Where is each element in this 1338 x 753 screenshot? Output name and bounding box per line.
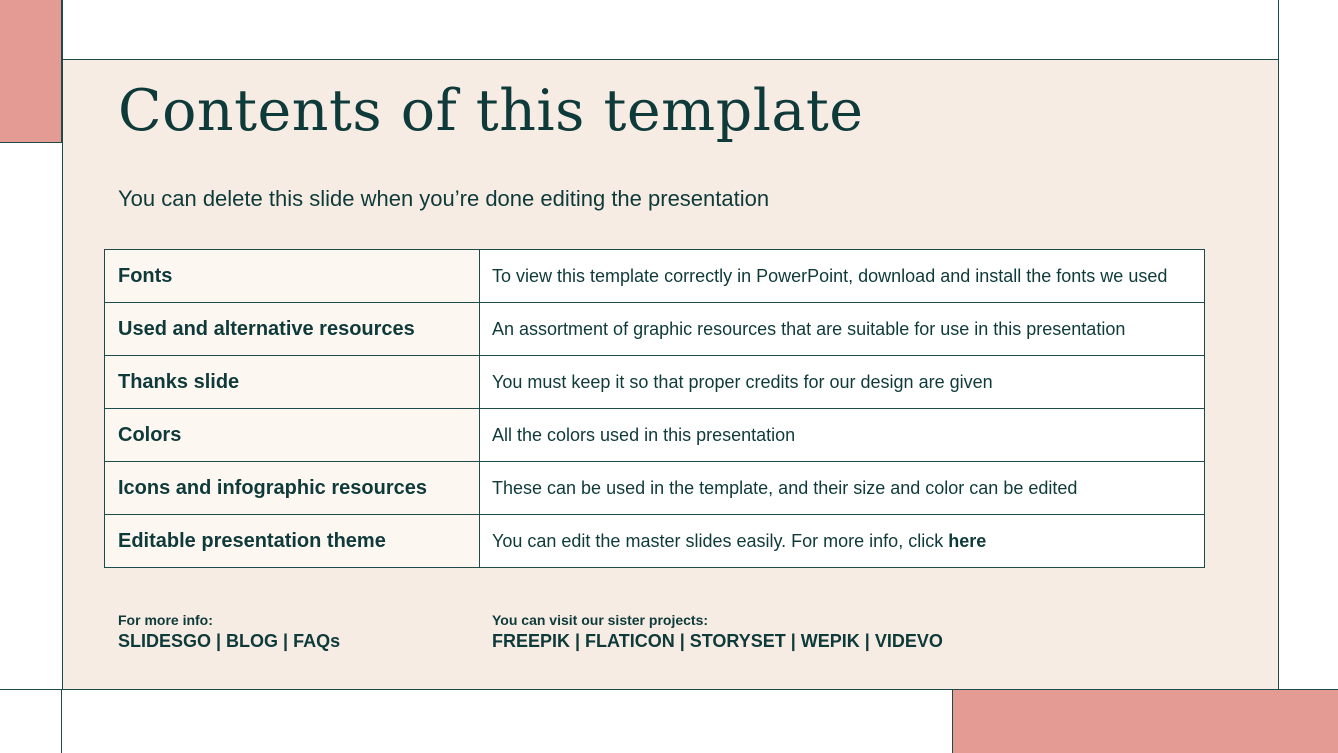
table-row [105,303,1205,356]
table-row [105,250,1205,303]
table-row [105,462,1205,515]
sister-projects-label: You can visit our sister projects: [492,612,709,628]
sister-projects-block [492,610,943,652]
row-key: Editable presentation theme [105,515,480,568]
row-key: Icons and infographic resources [105,462,480,515]
table-row [105,515,1205,568]
row-value: You must keep it so that proper credits for our design are given [480,356,1205,409]
row-key: Used and alternative resources [105,303,480,356]
more-info-block [118,610,340,652]
top-decor-frame [62,0,1279,60]
row-key: Colors [105,409,480,462]
sister-projects-links[interactable]: FREEPIK | FLATICON | STORYSET | WEPIK | VIDEVO [492,631,943,651]
row-key: Thanks slide [105,356,480,409]
top-left-pink-block [0,0,62,143]
slide-subtitle: You can delete this slide when you’re done editing the presentation [118,186,770,211]
more-info-label: For more info: [118,612,213,628]
more-info-links[interactable]: SLIDESGO | BLOG | FAQs [118,631,341,651]
row-value: These can be used in the template, and their size and color can be edited [480,462,1205,515]
row-key: Fonts [105,250,480,303]
row-value: To view this template correctly in PowerPoint, download and install the fonts we used [480,250,1205,303]
table-row [105,356,1205,409]
contents-table [104,249,1205,568]
row-value [480,515,1205,568]
bottom-right-pink-block [952,689,1338,753]
here-link[interactable]: here [948,531,987,551]
bottom-left-decor-frame [0,689,62,753]
table-row [105,409,1205,462]
slide-title: Contents of this template [118,78,864,144]
row-value: An assortment of graphic resources that are suitable for use in this presentation [480,303,1205,356]
row-value: All the colors used in this presentation [480,409,1205,462]
row-value-text: You can edit the master slides easily. For more info, click [492,531,949,551]
